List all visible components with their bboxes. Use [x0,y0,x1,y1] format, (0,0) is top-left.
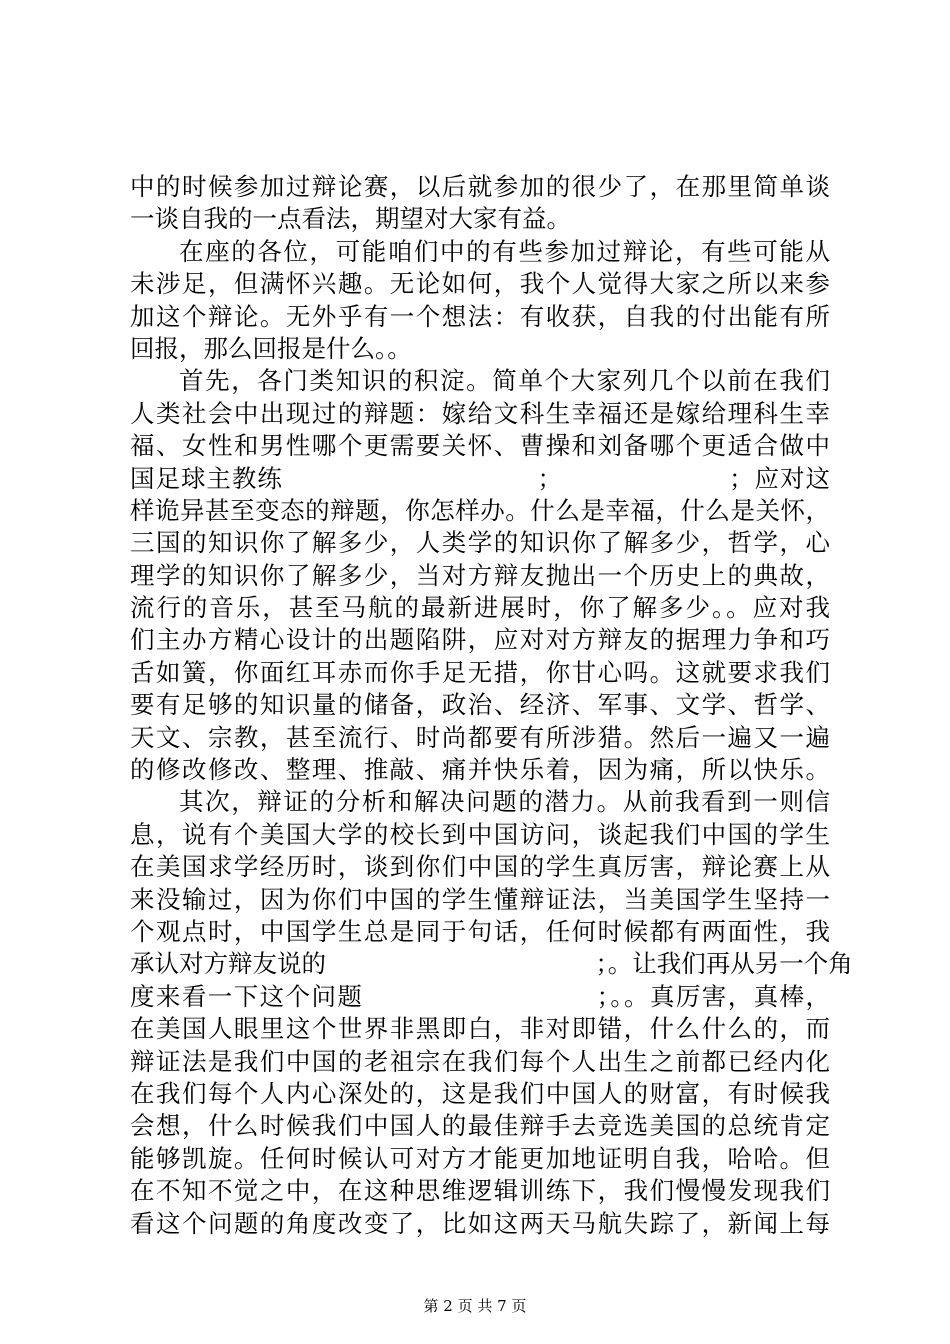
text-line: 舌如簧，你面红耳赤而你手足无措，你甘心吗。这就要求我们 [130,657,830,687]
text-line: 会想，什么时候我们中国人的最佳辩手去竞选美国的总统肯定 [130,1111,830,1141]
text-line: 们主办方精心设计的出题陷阱，应对对方辩友的据理力争和巧 [130,625,830,655]
text-line: 来没输过，因为你们中国的学生懂辩证法，当美国学生坚持一 [130,884,830,914]
text-line: 人类社会中出现过的辩题：嫁给文科生幸福还是嫁给理科生幸 [130,398,830,428]
text-line: 理学的知识你了解多少，当对方辩友抛出一个历史上的典故， [130,560,830,590]
text-line: 息，说有个美国大学的校长到中国访问，谈起我们中国的学生 [130,819,830,849]
text-line: 能够凯旋。任何时候认可对方才能更加地证明自我，哈哈。但 [130,1143,830,1173]
text-line: 福、女性和男性哪个更需要关怀、曹操和刘备哪个更适合做中 [130,431,830,461]
text-line: 天文、宗教，甚至流行、时尚都要有所涉猎。然后一遍又一遍 [130,722,830,752]
text-line: 的修改修改、整理、推敲、痛并快乐着，因为痛，所以快乐。 [130,755,830,785]
text-line: 看这个问题的角度改变了，比如这两天马航失踪了，新闻上每 [130,1208,830,1238]
text-line: 中的时候参加过辩论赛，以后就参加的很少了，在那里简单谈 [130,172,830,201]
text-line: 回报，那么回报是什么。。 [130,333,412,363]
text-line: 在美国人眼里这个世界非黑即白，非对即错，什么什么的，而 [130,1014,830,1044]
text-line: 要有足够的知识量的储备，政治、经济、军事、文学、哲学、 [130,690,830,720]
paragraph-start-line: 首先，各门类知识的积淀。简单个大家列几个以前在我们 [179,366,830,396]
paragraph-start-line: 在座的各位，可能咱们中的有些参加过辩论，有些可能从 [179,236,830,266]
page-number-footer: 第 2 页 共 7 页 [423,1297,527,1315]
document-body [130,171,853,1240]
text-line: 未涉足，但满怀兴趣。无论如何，我个人觉得大家之所以来参 [130,269,830,299]
text-line: 流行的音乐，甚至马航的最新进展时，你了解多少。。应对我 [130,593,830,623]
text-line: 在我们每个人内心深处的，这是我们中国人的财富，有时候我 [130,1078,830,1108]
text-line: 样诡异甚至变态的辩题，你怎样办。什么是幸福，什么是关怀， [130,495,830,525]
text-line: 在不知不觉之中，在这种思维逻辑训练下，我们慢慢发现我们 [130,1176,830,1206]
text-line: 国足球主教练 ； ；应对这 [130,463,830,493]
paragraph-start-line: 其次，辩证的分析和解决问题的潜力。从前我看到一则信 [179,787,830,817]
text-line: 辩证法是我们中国的老祖宗在我们每个人出生之前都已经内化 [130,1046,830,1076]
text-line: 三国的知识你了解多少，人类学的知识你了解多少，哲学，心 [130,528,830,558]
text-line: 承认对方辩友说的 ；。让我们再从另一个角 [130,949,853,979]
text-line: 度来看一下这个问题 ；。。真厉害，真棒， [130,981,830,1011]
text-line: 在美国求学经历时，谈到你们中国的学生真厉害，辩论赛上从 [130,852,830,882]
text-line: 加这个辩论。无外乎有一个想法：有收获，自我的付出能有所 [130,301,830,331]
text-line: 一谈自我的一点看法，期望对大家有益。 [130,204,571,234]
text-line: 个观点时，中国学生总是同于句话，任何时候都有两面性，我 [130,916,830,946]
